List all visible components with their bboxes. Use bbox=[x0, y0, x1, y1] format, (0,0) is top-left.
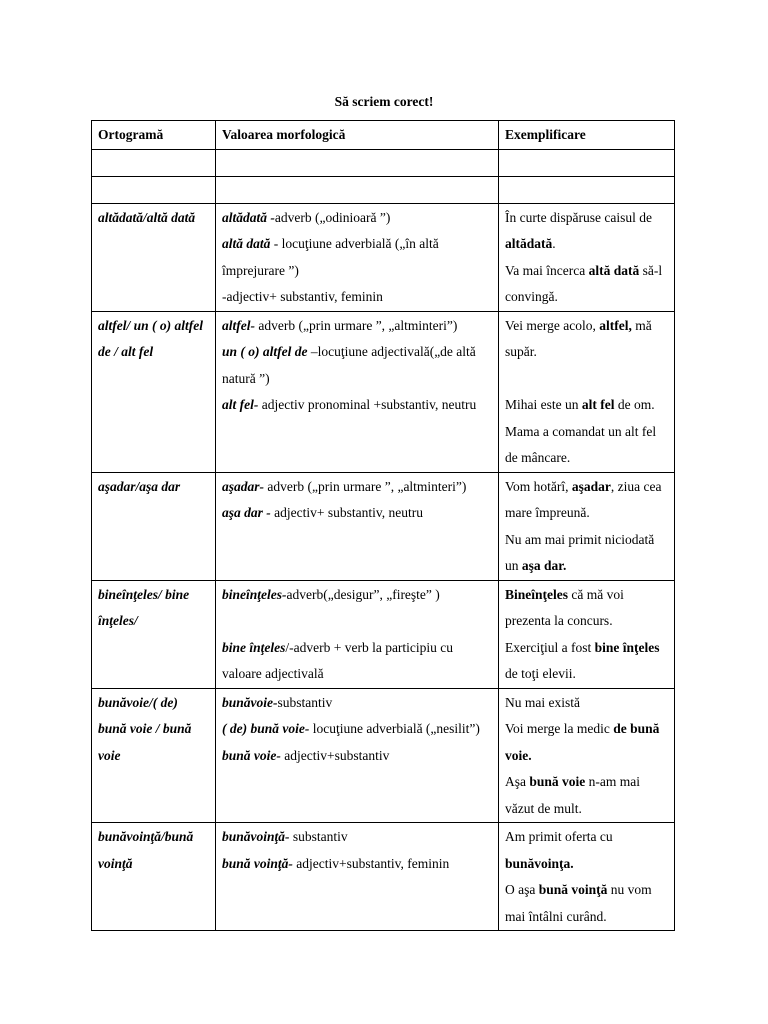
term-bold: ( de) bună voie- bbox=[222, 721, 310, 736]
morphology-line bbox=[222, 284, 492, 311]
page-title: Să scriem corect! bbox=[334, 94, 434, 109]
morphology-line bbox=[222, 851, 492, 878]
morphology-line bbox=[222, 313, 492, 340]
morphology-line bbox=[222, 205, 492, 232]
example-cell bbox=[499, 688, 675, 823]
morphology-cell bbox=[216, 203, 499, 311]
morphology-line bbox=[222, 474, 492, 501]
blank-line bbox=[222, 608, 492, 635]
example-line bbox=[505, 582, 668, 635]
example-bold: bună voie bbox=[529, 774, 586, 789]
example-text: n-am mai văzut de mult. bbox=[505, 774, 641, 816]
term-bold: aşa dar - bbox=[222, 505, 271, 520]
term-bold: aşadar- bbox=[222, 478, 265, 494]
example-cell bbox=[499, 823, 675, 931]
morphology-line bbox=[222, 392, 492, 419]
morphology-line bbox=[222, 690, 492, 717]
morphology-text: adjectiv+ substantiv, neutru bbox=[270, 505, 423, 520]
table-header-row bbox=[92, 121, 675, 150]
example-text: Am primit oferta cu bbox=[505, 829, 613, 844]
morphology-line bbox=[222, 743, 492, 770]
term-bold: altădată - bbox=[222, 209, 275, 225]
morphology-line bbox=[222, 635, 492, 688]
morphology-text: - locuţiune adverbială („în altă împrejurare ”) bbox=[222, 236, 439, 278]
header-exemplificare: Exemplificare bbox=[499, 121, 675, 150]
header-ortograma: Ortogramă bbox=[92, 121, 216, 150]
term-bold: bună voinţă- bbox=[222, 855, 293, 871]
example-text: de om. bbox=[614, 397, 655, 412]
empty-cell bbox=[92, 176, 216, 203]
example-line bbox=[505, 474, 668, 527]
example-line: Mama a comandat un alt fel de mâncare. bbox=[505, 423, 657, 465]
morphology-text: substantiv bbox=[289, 829, 348, 844]
morphology-line bbox=[222, 500, 492, 527]
example-bold: aşa dar. bbox=[521, 558, 567, 573]
header-valoarea: Valoarea morfologică bbox=[216, 121, 499, 150]
example-line bbox=[505, 392, 668, 419]
example-bold: alt fel bbox=[581, 397, 615, 412]
example-text: că mă voi prezenta la concurs. bbox=[505, 586, 624, 628]
empty-cell bbox=[216, 176, 499, 203]
example-line bbox=[505, 527, 668, 580]
example-bold: altfel, bbox=[599, 317, 632, 333]
orthogram-cell: altfel/ un ( o) altfel de / alt fel bbox=[92, 311, 216, 472]
example-cell bbox=[499, 203, 675, 311]
example-line bbox=[505, 313, 668, 366]
example-line bbox=[505, 635, 668, 688]
example-bold: altă dată bbox=[588, 262, 640, 278]
example-text: Exerciţiul a fost bbox=[505, 639, 595, 655]
morphology-text: adverb(„desigur”, „fireşte” ) bbox=[286, 586, 440, 602]
morphology-cell bbox=[216, 688, 499, 823]
morphology-text: adjectiv pronominal +substantiv, neutru bbox=[258, 397, 477, 412]
morphology-line bbox=[222, 339, 492, 392]
empty-cell bbox=[92, 149, 216, 176]
term-bold: alt fel- bbox=[222, 397, 259, 412]
orthogram-cell: bineînţeles/ bine înţeles/ bbox=[92, 580, 216, 688]
morphology-text: -adjectiv+ substantiv, feminin bbox=[222, 289, 383, 304]
example-line bbox=[505, 877, 668, 930]
table-row bbox=[92, 823, 675, 931]
example-text: Voi merge la medic bbox=[505, 721, 614, 736]
example-cell bbox=[499, 580, 675, 688]
term-bold: altfel- bbox=[222, 317, 255, 333]
empty-cell bbox=[499, 176, 675, 203]
morphology-line bbox=[222, 824, 492, 851]
morphology-cell bbox=[216, 472, 499, 580]
orthogram-cell: bunăvoie/( de) bună voie / bună voie bbox=[92, 688, 216, 823]
example-bold: bună voinţă bbox=[538, 882, 608, 897]
empty-row bbox=[92, 176, 675, 203]
empty-row bbox=[92, 149, 675, 176]
example-cell bbox=[499, 472, 675, 580]
term-bold: bine înţeles bbox=[222, 639, 286, 655]
morphology-text: substantiv bbox=[277, 694, 333, 710]
example-bold: aşadar bbox=[571, 478, 611, 494]
empty-cell bbox=[216, 149, 499, 176]
example-text: să-l convingă. bbox=[505, 262, 663, 304]
example-line: Nu mai există bbox=[505, 694, 580, 710]
morphology-cell bbox=[216, 580, 499, 688]
morphology-text: –locuţiune adjectivală(„de altă natură ”) bbox=[222, 344, 476, 386]
table-row bbox=[92, 472, 675, 580]
morphology-text: locuţiune adverbială („nesilit”) bbox=[309, 721, 480, 736]
example-text: . bbox=[552, 236, 556, 251]
example-text: Mihai este un bbox=[505, 397, 582, 412]
table-row bbox=[92, 688, 675, 823]
example-bold: Bineînţeles bbox=[505, 586, 568, 602]
term-bold: altă dată bbox=[222, 236, 271, 251]
table-row bbox=[92, 311, 675, 472]
morphology-cell bbox=[216, 823, 499, 931]
example-text: Vei merge acolo, bbox=[505, 317, 600, 333]
example-text: O aşa bbox=[505, 882, 539, 897]
term-bold: bună voie- bbox=[222, 747, 281, 763]
example-bold: de bună voie. bbox=[505, 721, 660, 763]
example-line bbox=[505, 258, 668, 311]
example-line bbox=[505, 205, 668, 258]
term-bold: un ( o) altfel de bbox=[222, 344, 308, 359]
morphology-line bbox=[222, 716, 492, 743]
orthogram-cell: bunăvoinţă/bună voinţă bbox=[92, 823, 216, 931]
example-text: În curte dispăruse caisul de bbox=[505, 209, 652, 225]
example-text: mă supăr. bbox=[505, 317, 652, 359]
example-text: , ziua cea mare împreună. bbox=[505, 478, 662, 520]
orthogram-cell: altădată/altă dată bbox=[92, 203, 216, 311]
blank-line bbox=[505, 366, 668, 393]
term-bold: bineînţeles- bbox=[222, 586, 287, 602]
empty-cell bbox=[499, 149, 675, 176]
example-text: nu vom mai întâlni curând. bbox=[505, 882, 652, 924]
morphology-text: adverb („odinioară ”) bbox=[274, 209, 391, 225]
morphology-text: adjectiv+substantiv, feminin bbox=[292, 855, 450, 871]
morphology-line bbox=[222, 231, 492, 284]
example-cell bbox=[499, 311, 675, 472]
example-text: Va mai încerca bbox=[505, 262, 589, 278]
morphology-text: adverb („prin urmare ”, „altminteri”) bbox=[255, 317, 458, 333]
example-line bbox=[505, 824, 668, 877]
table-row bbox=[92, 580, 675, 688]
term-bold: bunăvoinţă- bbox=[222, 829, 290, 844]
example-bold: bunăvoinţa. bbox=[505, 855, 574, 871]
morphology-cell bbox=[216, 311, 499, 472]
example-line bbox=[505, 716, 668, 769]
example-bold: altădată bbox=[505, 236, 553, 251]
example-text: Nu am mai primit niciodată un bbox=[505, 531, 655, 573]
example-text: Vom hotărî, bbox=[505, 478, 572, 494]
orthogram-table bbox=[91, 120, 675, 931]
example-text: de toţi elevii. bbox=[505, 666, 576, 681]
morphology-text: /-adverb + verb la participiu cu valoare adjectivală bbox=[222, 639, 454, 681]
term-bold: bunăvoie- bbox=[222, 694, 278, 710]
morphology-text: adjectiv+substantiv bbox=[280, 747, 390, 763]
table-row bbox=[92, 203, 675, 311]
example-bold: bine înţeles bbox=[594, 639, 660, 655]
example-text: Aşa bbox=[505, 774, 530, 789]
orthogram-cell: aşadar/aşa dar bbox=[92, 472, 216, 580]
morphology-text: adverb („prin urmare ”, „altminteri”) bbox=[264, 478, 467, 494]
example-line bbox=[505, 769, 668, 822]
morphology-line bbox=[222, 582, 492, 609]
